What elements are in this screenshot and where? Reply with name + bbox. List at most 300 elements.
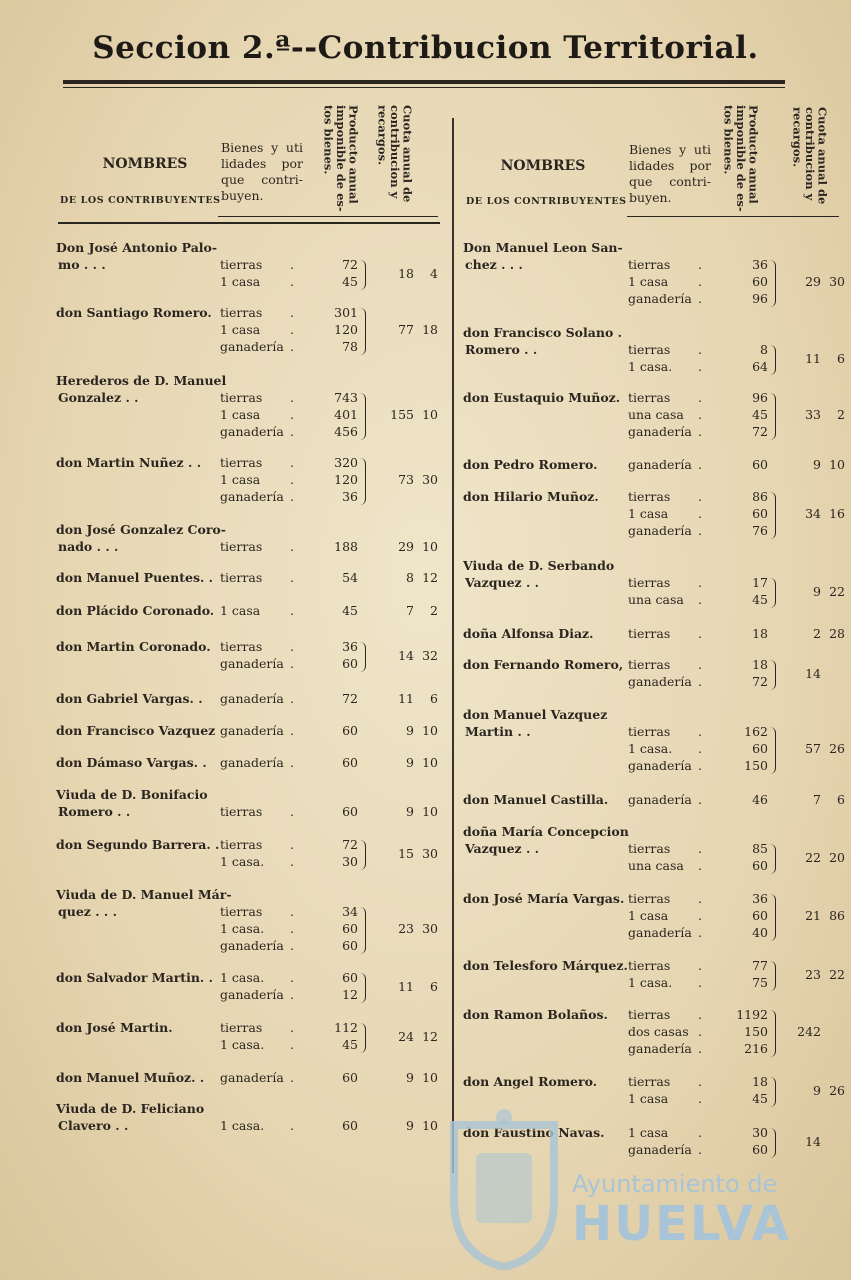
property-item: ganadería xyxy=(628,1142,692,1157)
cuota-value xyxy=(378,539,438,555)
cuota-value xyxy=(785,506,845,522)
product-value: 60 xyxy=(752,858,768,873)
cuota-maravedis: 6 xyxy=(430,978,438,994)
dot-leader: . xyxy=(290,904,294,919)
product-value: 72 xyxy=(752,424,768,439)
dot-leader: . xyxy=(290,322,294,337)
cuota-value xyxy=(378,921,438,937)
product-value: 60 xyxy=(342,723,358,738)
cuota-value xyxy=(785,584,845,600)
cuota-maravedis: 10 xyxy=(422,539,438,554)
dot-leader: . xyxy=(698,908,702,923)
cuota-reales: 8 xyxy=(406,570,414,585)
property-item: 1 casa xyxy=(220,472,261,487)
product-value: 96 xyxy=(752,291,768,306)
cuota-maravedis: 30 xyxy=(422,921,438,936)
cuota-reales: 9 xyxy=(813,583,821,599)
dot-leader: . xyxy=(290,1118,294,1133)
property-item: ganadería xyxy=(220,755,284,770)
property-item: tierras xyxy=(628,958,671,973)
cuota-maravedis: 16 xyxy=(829,506,845,521)
title-rule-thin xyxy=(63,87,785,88)
contributor-name-cont: Gonzalez . . xyxy=(58,390,139,405)
cuota-maravedis: 10 xyxy=(422,1118,438,1133)
dot-leader: . xyxy=(698,457,702,472)
product-value: 72 xyxy=(752,674,768,689)
product-value: 8 xyxy=(760,342,768,357)
cuota-reales: 18 xyxy=(398,265,414,281)
dot-leader: . xyxy=(698,758,702,773)
property-item: 1 casa. xyxy=(628,975,673,990)
dot-leader: . xyxy=(698,424,702,439)
cuota-value xyxy=(378,322,438,338)
product-value: 54 xyxy=(342,570,358,585)
product-value: 150 xyxy=(744,1024,768,1039)
property-item: ganadería xyxy=(220,339,284,354)
dot-leader: . xyxy=(290,407,294,422)
left-header-nombres: NOMBRES xyxy=(102,156,188,172)
property-item: ganadería xyxy=(628,1041,692,1056)
product-value: 456 xyxy=(334,424,358,439)
cuota-value xyxy=(785,1083,845,1099)
cuota-value xyxy=(378,266,438,282)
cuota-reales: 9 xyxy=(406,1118,414,1133)
cuota-maravedis: 10 xyxy=(422,1070,438,1085)
property-item: tierras xyxy=(220,305,263,320)
product-value: 12 xyxy=(342,987,358,1002)
cuota-maravedis: 10 xyxy=(829,457,845,472)
brace xyxy=(360,260,366,290)
contributor-name: don José María Vargas. xyxy=(463,891,625,906)
cuota-reales: 9 xyxy=(406,723,414,738)
cuota-reales: 24 xyxy=(398,1028,414,1044)
contributor-name-cont: Vazquez . . xyxy=(465,575,540,590)
property-item: ganadería xyxy=(628,925,692,940)
property-item: 1 casa xyxy=(628,908,669,923)
property-item: tierras xyxy=(628,489,671,504)
cuota-value xyxy=(378,979,438,995)
brace xyxy=(770,1077,776,1107)
dot-leader: . xyxy=(698,674,702,689)
contributor-name: don Manuel Castilla. xyxy=(463,792,609,807)
cuota-maravedis: 30 xyxy=(829,274,845,289)
property-item: tierras xyxy=(220,804,263,819)
product-value: 401 xyxy=(334,407,358,422)
property-item: tierras xyxy=(220,837,263,852)
property-item: 1 casa xyxy=(220,603,261,618)
property-item: tierras xyxy=(628,342,671,357)
brace xyxy=(360,308,366,355)
property-item: 1 casa xyxy=(628,506,669,521)
cuota-maravedis: 10 xyxy=(422,804,438,819)
right-header-bienes: Bienes y uti lidades por que contri- buyen. xyxy=(629,142,711,205)
property-item: 1 casa xyxy=(220,407,261,422)
cuota-maravedis: 22 xyxy=(829,966,845,982)
contributor-name: don Pedro Romero. xyxy=(463,457,598,472)
dot-leader: . xyxy=(698,741,702,756)
cuota-maravedis: 6 xyxy=(430,691,438,706)
cuota-value xyxy=(378,603,438,619)
dot-leader: . xyxy=(290,804,294,819)
cuota-reales: 14 xyxy=(805,665,821,681)
product-value: 120 xyxy=(334,472,358,487)
dot-leader: . xyxy=(698,891,702,906)
right-header-contribuyentes: DE LOS CONTRIBUYENTES xyxy=(466,196,627,207)
dot-leader: . xyxy=(698,925,702,940)
right-header-cuota: Cuota anual de contribucion y recargos. xyxy=(790,107,830,205)
contributor-name: don Hilario Muñoz. xyxy=(463,489,599,504)
dot-leader: . xyxy=(698,506,702,521)
brace xyxy=(360,907,366,954)
dot-leader: . xyxy=(290,970,294,985)
dot-leader: . xyxy=(698,657,702,672)
cuota-reales: 9 xyxy=(813,457,821,472)
cuota-value xyxy=(378,691,438,707)
contributor-name: Herederos de D. Manuel xyxy=(56,373,227,388)
product-value: 120 xyxy=(334,322,358,337)
product-value: 743 xyxy=(334,390,358,405)
dot-leader: . xyxy=(290,257,294,272)
cuota-value xyxy=(785,351,845,367)
cuota-value xyxy=(785,908,845,924)
property-item: 1 casa. xyxy=(220,970,265,985)
cuota-value xyxy=(378,846,438,862)
contributor-name: doña María Concepcion xyxy=(463,824,629,839)
dot-leader: . xyxy=(290,1070,294,1085)
cuota-reales: 7 xyxy=(813,792,821,807)
brace xyxy=(360,840,366,870)
dot-leader: . xyxy=(290,305,294,320)
dot-leader: . xyxy=(698,257,702,272)
contributor-name: don Telesforo Márquez. xyxy=(463,958,628,973)
property-item: ganadería xyxy=(628,291,692,306)
cuota-reales: 57 xyxy=(805,741,821,756)
product-value: 60 xyxy=(342,970,358,985)
dot-leader: . xyxy=(290,1037,294,1052)
contributor-name: Don José Antonio Palo- xyxy=(56,240,218,255)
dot-leader: . xyxy=(290,723,294,738)
property-item: una casa xyxy=(628,592,684,607)
product-value: 45 xyxy=(752,592,768,607)
property-item: 1 casa xyxy=(220,274,261,289)
property-item: ganadería xyxy=(628,792,692,807)
product-value: 18 xyxy=(752,657,768,672)
dot-leader: . xyxy=(698,1007,702,1022)
brace xyxy=(360,973,366,1003)
contributor-name: Viuda de D. Manuel Már- xyxy=(56,887,232,902)
dot-leader: . xyxy=(698,274,702,289)
property-item: tierras xyxy=(628,1074,671,1089)
dot-leader: . xyxy=(698,1125,702,1140)
cuota-value xyxy=(378,1029,438,1045)
property-item: una casa xyxy=(628,858,684,873)
left-header-producto: Producto anual imponible de es- tos bienes. xyxy=(321,105,361,212)
dot-leader: . xyxy=(698,1041,702,1056)
cuota-reales: 77 xyxy=(398,322,414,337)
cuota-maravedis: 32 xyxy=(422,647,438,663)
property-item: ganadería xyxy=(628,523,692,538)
product-value: 60 xyxy=(342,921,358,936)
property-item: ganadería xyxy=(220,723,284,738)
contributor-name-cont: quez . . . xyxy=(58,904,117,919)
contributor-name: don Francisco Solano . xyxy=(463,325,622,340)
property-item: tierras xyxy=(628,724,671,739)
property-item: ganadería xyxy=(220,1070,284,1085)
cuota-maravedis: 12 xyxy=(422,1028,438,1044)
contributor-name-cont: nado . . . xyxy=(58,539,119,554)
contributor-name: don Manuel Vazquez xyxy=(463,707,608,722)
product-value: 60 xyxy=(342,938,358,953)
cuota-value xyxy=(785,741,845,757)
property-item: ganadería xyxy=(220,987,284,1002)
product-value: 45 xyxy=(342,603,358,618)
cuota-reales: 34 xyxy=(805,506,821,521)
contributor-name: don José Gonzalez Coro- xyxy=(56,522,226,537)
property-item: ganadería xyxy=(628,457,692,472)
dot-leader: . xyxy=(290,489,294,504)
property-item: tierras xyxy=(220,455,263,470)
dot-leader: . xyxy=(698,841,702,856)
property-item: tierras xyxy=(628,626,671,641)
property-item: 1 casa. xyxy=(220,921,265,936)
product-value: 60 xyxy=(752,908,768,923)
contributor-name: don Fernando Romero, xyxy=(463,657,624,672)
product-value: 36 xyxy=(342,489,358,504)
property-item: tierras xyxy=(628,657,671,672)
property-item: 1 casa xyxy=(628,274,669,289)
cuota-reales: 155 xyxy=(390,407,414,422)
cuota-reales: 23 xyxy=(805,966,821,982)
contributor-name-cont: Vazquez . . xyxy=(465,841,540,856)
contributor-name: Viuda de D. Bonifacio xyxy=(56,787,208,802)
dot-leader: . xyxy=(698,390,702,405)
contributor-name: don Angel Romero. xyxy=(463,1074,598,1089)
dot-leader: . xyxy=(698,724,702,739)
dot-leader: . xyxy=(698,1074,702,1089)
contributor-name: don Faustino Navas. xyxy=(463,1125,605,1140)
brace xyxy=(770,1128,776,1158)
product-value: 30 xyxy=(752,1125,768,1140)
cuota-reales: 23 xyxy=(398,921,414,936)
cuota-value xyxy=(378,570,438,586)
cuota-maravedis: 30 xyxy=(422,472,438,487)
cuota-maravedis: 12 xyxy=(422,570,438,585)
product-value: 72 xyxy=(342,691,358,706)
cuota-value xyxy=(785,666,845,682)
product-value: 162 xyxy=(744,724,768,739)
dot-leader: . xyxy=(290,921,294,936)
contributor-name: don Manuel Muñoz. . xyxy=(56,1070,205,1085)
product-value: 17 xyxy=(752,575,768,590)
cuota-value xyxy=(378,804,438,820)
page-title: Seccion 2.ª--Contribucion Territorial. xyxy=(92,30,759,66)
product-value: 1192 xyxy=(736,1007,768,1022)
dot-leader: . xyxy=(290,854,294,869)
dot-leader: . xyxy=(290,755,294,770)
contributor-name-cont: Romero . . xyxy=(58,804,131,819)
watermark-line1: Ayuntamiento de xyxy=(572,1170,778,1198)
contributor-name: Don Manuel Leon San- xyxy=(463,240,623,255)
brace xyxy=(770,1010,776,1057)
brace xyxy=(360,642,366,672)
property-item: tierras xyxy=(628,390,671,405)
property-item: tierras xyxy=(628,257,671,272)
dot-leader: . xyxy=(290,656,294,671)
contributor-name-cont: mo . . . xyxy=(58,257,106,272)
cuota-reales: 11 xyxy=(398,691,414,706)
dot-leader: . xyxy=(698,1091,702,1106)
dot-leader: . xyxy=(698,342,702,357)
left-header-cuota: Cuota anual de contribucion y recargos. xyxy=(375,105,415,203)
cuota-maravedis: 26 xyxy=(829,741,845,756)
dot-leader: . xyxy=(290,837,294,852)
brace xyxy=(360,458,366,505)
product-value: 86 xyxy=(752,489,768,504)
property-item: tierras xyxy=(220,1020,263,1035)
brace xyxy=(770,844,776,874)
cuota-reales: 9 xyxy=(406,755,414,770)
product-value: 77 xyxy=(752,958,768,973)
product-value: 150 xyxy=(744,758,768,773)
product-value: 75 xyxy=(752,975,768,990)
product-value: 46 xyxy=(752,792,768,807)
cuota-reales: 29 xyxy=(398,539,414,554)
cuota-value xyxy=(378,1070,438,1086)
watermark-line2: HUELVA xyxy=(572,1196,791,1252)
product-value: 60 xyxy=(752,741,768,756)
cuota-value xyxy=(785,967,845,983)
cuota-value xyxy=(378,407,438,423)
property-item: tierras xyxy=(220,639,263,654)
product-value: 78 xyxy=(342,339,358,354)
dot-leader: . xyxy=(290,570,294,585)
cuota-reales: 33 xyxy=(805,407,821,422)
cuota-reales: 9 xyxy=(813,1082,821,1098)
contributor-name: don Ramon Bolaños. xyxy=(463,1007,608,1022)
cuota-reales: 14 xyxy=(398,647,414,663)
cuota-reales: 7 xyxy=(406,603,414,618)
cuota-maravedis: 26 xyxy=(829,1082,845,1098)
cuota-maravedis: 20 xyxy=(829,849,845,865)
property-item: tierras xyxy=(220,904,263,919)
dot-leader: . xyxy=(698,858,702,873)
dot-leader: . xyxy=(698,407,702,422)
dot-leader: . xyxy=(290,938,294,953)
contributor-name: don José Martin. xyxy=(56,1020,173,1035)
cuota-maravedis: 10 xyxy=(422,407,438,422)
brace xyxy=(770,578,776,608)
contributor-name: don Santiago Romero. xyxy=(56,305,212,320)
property-item: tierras xyxy=(220,539,263,554)
contributor-name: don Martin Coronado. xyxy=(56,639,211,654)
cuota-value xyxy=(785,457,845,473)
cuota-maravedis: 2 xyxy=(430,603,438,618)
product-value: 45 xyxy=(342,1037,358,1052)
title-rule xyxy=(63,80,785,84)
contributor-name: don Salvador Martin. . xyxy=(56,970,213,985)
dot-leader: . xyxy=(290,691,294,706)
property-item: tierras xyxy=(628,891,671,906)
left-header-contribuyentes: DE LOS CONTRIBUYENTES xyxy=(60,195,221,206)
cuota-value xyxy=(785,1024,845,1040)
dot-leader: . xyxy=(290,339,294,354)
property-item: ganadería xyxy=(220,938,284,953)
product-value: 60 xyxy=(752,274,768,289)
dot-leader: . xyxy=(698,1142,702,1157)
contributor-name: Viuda de D. Feliciano xyxy=(56,1101,205,1116)
property-item: tierras xyxy=(628,575,671,590)
dot-leader: . xyxy=(290,1020,294,1035)
product-value: 36 xyxy=(752,891,768,906)
dot-leader: . xyxy=(698,1024,702,1039)
brace xyxy=(770,894,776,941)
contributor-name: don Martin Nuñez . . xyxy=(56,455,202,470)
dot-leader: . xyxy=(290,639,294,654)
product-value: 45 xyxy=(752,1091,768,1106)
product-value: 45 xyxy=(752,407,768,422)
product-value: 36 xyxy=(752,257,768,272)
property-item: una casa xyxy=(628,407,684,422)
contributor-name: don Dámaso Vargas. . xyxy=(56,755,207,770)
left-header-rule xyxy=(218,216,438,217)
contributor-name: don Segundo Barrera. . xyxy=(56,837,220,852)
property-item: ganadería xyxy=(220,691,284,706)
property-item: tierras xyxy=(628,841,671,856)
cuota-maravedis: 6 xyxy=(837,350,845,366)
property-item: tierras xyxy=(220,390,263,405)
cuota-value xyxy=(785,626,845,642)
product-value: 96 xyxy=(752,390,768,405)
dot-leader: . xyxy=(698,489,702,504)
property-item: ganadería xyxy=(628,674,692,689)
product-value: 60 xyxy=(752,1142,768,1157)
cuota-value xyxy=(378,755,438,771)
cuota-value xyxy=(378,1118,438,1134)
cuota-value xyxy=(785,407,845,423)
property-item: dos casas xyxy=(628,1024,689,1039)
cuota-reales: 11 xyxy=(398,978,414,994)
product-value: 18 xyxy=(752,1074,768,1089)
product-value: 188 xyxy=(334,539,358,554)
dot-leader: . xyxy=(698,575,702,590)
contributor-name: don Francisco Vazquez xyxy=(56,723,216,738)
property-item: ganadería xyxy=(220,489,284,504)
left-header-rule-base xyxy=(58,222,440,224)
dot-leader: . xyxy=(290,455,294,470)
product-value: 60 xyxy=(342,1118,358,1133)
cuota-maravedis: 6 xyxy=(837,792,845,807)
cuota-maravedis: 28 xyxy=(829,626,845,641)
huelva-seal-watermark xyxy=(444,1105,564,1274)
property-item: 1 casa. xyxy=(220,1118,265,1133)
contributor-name: don Plácido Coronado. xyxy=(56,603,215,618)
property-item: 1 casa. xyxy=(220,1037,265,1052)
property-item: 1 casa. xyxy=(220,854,265,869)
dot-leader: . xyxy=(698,523,702,538)
contributor-name-cont: Martin . . xyxy=(465,724,531,739)
contributor-name: doña Alfonsa Diaz. xyxy=(463,626,594,641)
dot-leader: . xyxy=(698,359,702,374)
cuota-maravedis: 18 xyxy=(422,322,438,337)
cuota-reales: 9 xyxy=(406,804,414,819)
cuota-value xyxy=(785,274,845,290)
product-value: 320 xyxy=(334,455,358,470)
cuota-value xyxy=(378,723,438,739)
seal-icon xyxy=(444,1105,564,1270)
property-item: ganadería xyxy=(628,758,692,773)
cuota-maravedis: 10 xyxy=(422,723,438,738)
cuota-maravedis: 2 xyxy=(837,407,845,422)
